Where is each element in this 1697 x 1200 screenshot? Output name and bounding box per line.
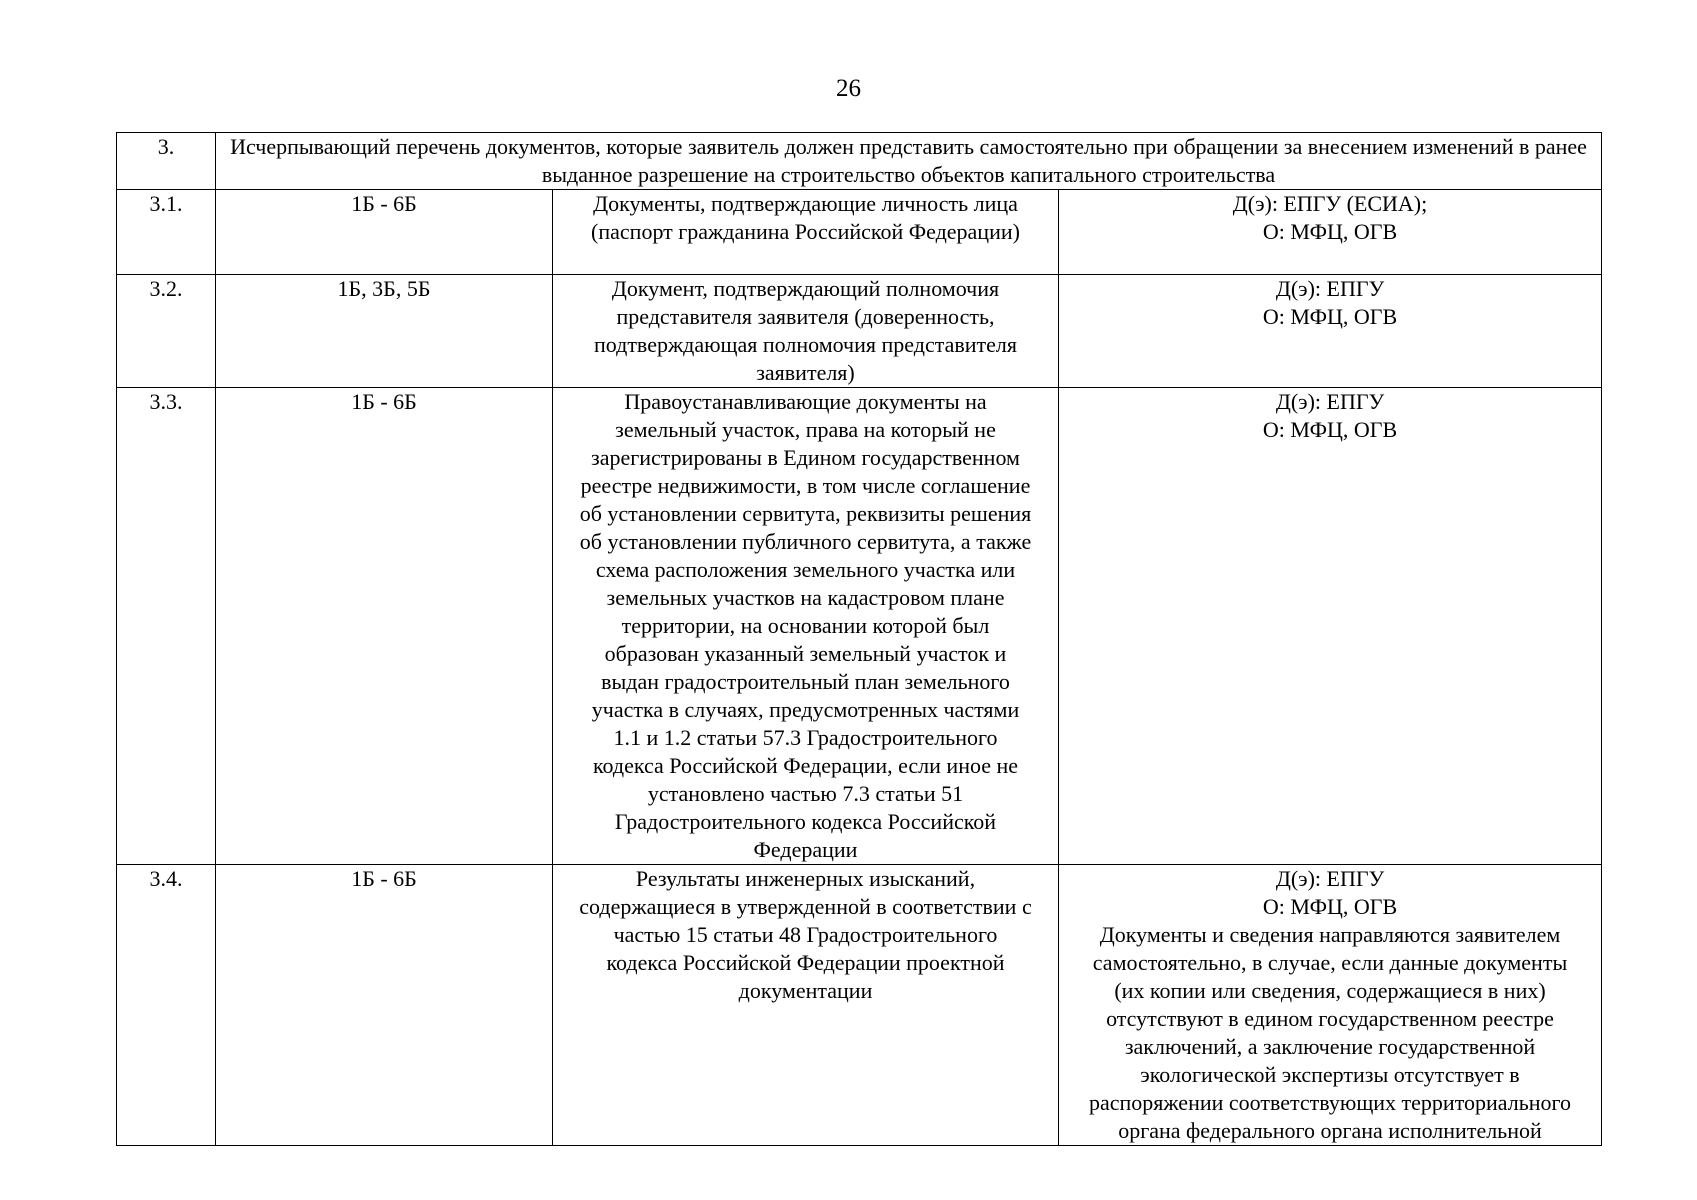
row-number: 3.3.: [117, 388, 216, 865]
row-number: 3.4.: [117, 865, 216, 1146]
table-row: [117, 275, 1602, 388]
row-document: Документ, подтверждающий полномочия представителя заявителя (доверенность, подтверждающая полномочия представителя заявителя): [553, 275, 1059, 388]
section-title: Исчерпывающий перечень документов, которые заявитель должен представить самостоятельно при обращении за внесением изменений в ранее выданное разрешение на строительство объектов капитального строительства: [216, 133, 1602, 190]
section-header-row: [117, 133, 1602, 190]
row-method: Д(э): ЕПГУ (ЕСИА); О: МФЦ, ОГВ: [1059, 190, 1602, 275]
row-document: Правоустанавливающие документы на земельный участок, права на который не зарегистрированы в Едином государственном реестре недвижимости, в том числе соглашение об установлении сервитута, реквизиты решения об установлении публичного сервитута, а также схема расположения земельного участка или земельных участков на кадастровом плане территории, на основании которой был образован указанный земельный участок и выдан градостроительный план земельного участка в случаях, предусмотренных частями 1.1 и 1.2 статьи 57.3 Градостроительного кодекса Российской Федерации, если иное не установлено частью 7.3 статьи 51 Градостроительного кодекса Российской Федерации: [553, 388, 1059, 865]
section-number: 3.: [117, 133, 216, 190]
row-document: Документы, подтверждающие личность лица (паспорт гражданина Российской Федерации): [553, 190, 1059, 275]
table-row: [117, 865, 1602, 1146]
table-row: [117, 388, 1602, 865]
row-applicants: 1Б, 3Б, 5Б: [216, 275, 553, 388]
page-number: 26: [836, 75, 861, 102]
row-document: Результаты инженерных изысканий, содержащиеся в утвержденной в соответствии с частью 15 статьи 48 Градостроительного кодекса Российской Федерации проектной документации: [553, 865, 1059, 1146]
row-applicants: 1Б - 6Б: [216, 190, 553, 275]
row-method: Д(э): ЕПГУ О: МФЦ, ОГВ: [1059, 388, 1602, 865]
documents-table: [116, 132, 1602, 1146]
row-applicants: 1Б - 6Б: [216, 865, 553, 1146]
row-number: 3.2.: [117, 275, 216, 388]
row-method: Д(э): ЕПГУ О: МФЦ, ОГВ: [1059, 275, 1602, 388]
table-row: [117, 190, 1602, 275]
row-number: 3.1.: [117, 190, 216, 275]
row-method: Д(э): ЕПГУ О: МФЦ, ОГВ Документы и сведения направляются заявителем самостоятельно, в случае, если данные документы (их копии или сведения, содержащиеся в них) отсутствуют в едином государственном реестре заключений, а заключение государственной экологической экспертизы отсутствует в распоряжении соответствующих территориального органа федерального органа исполнительной: [1059, 865, 1602, 1146]
row-applicants: 1Б - 6Б: [216, 388, 553, 865]
